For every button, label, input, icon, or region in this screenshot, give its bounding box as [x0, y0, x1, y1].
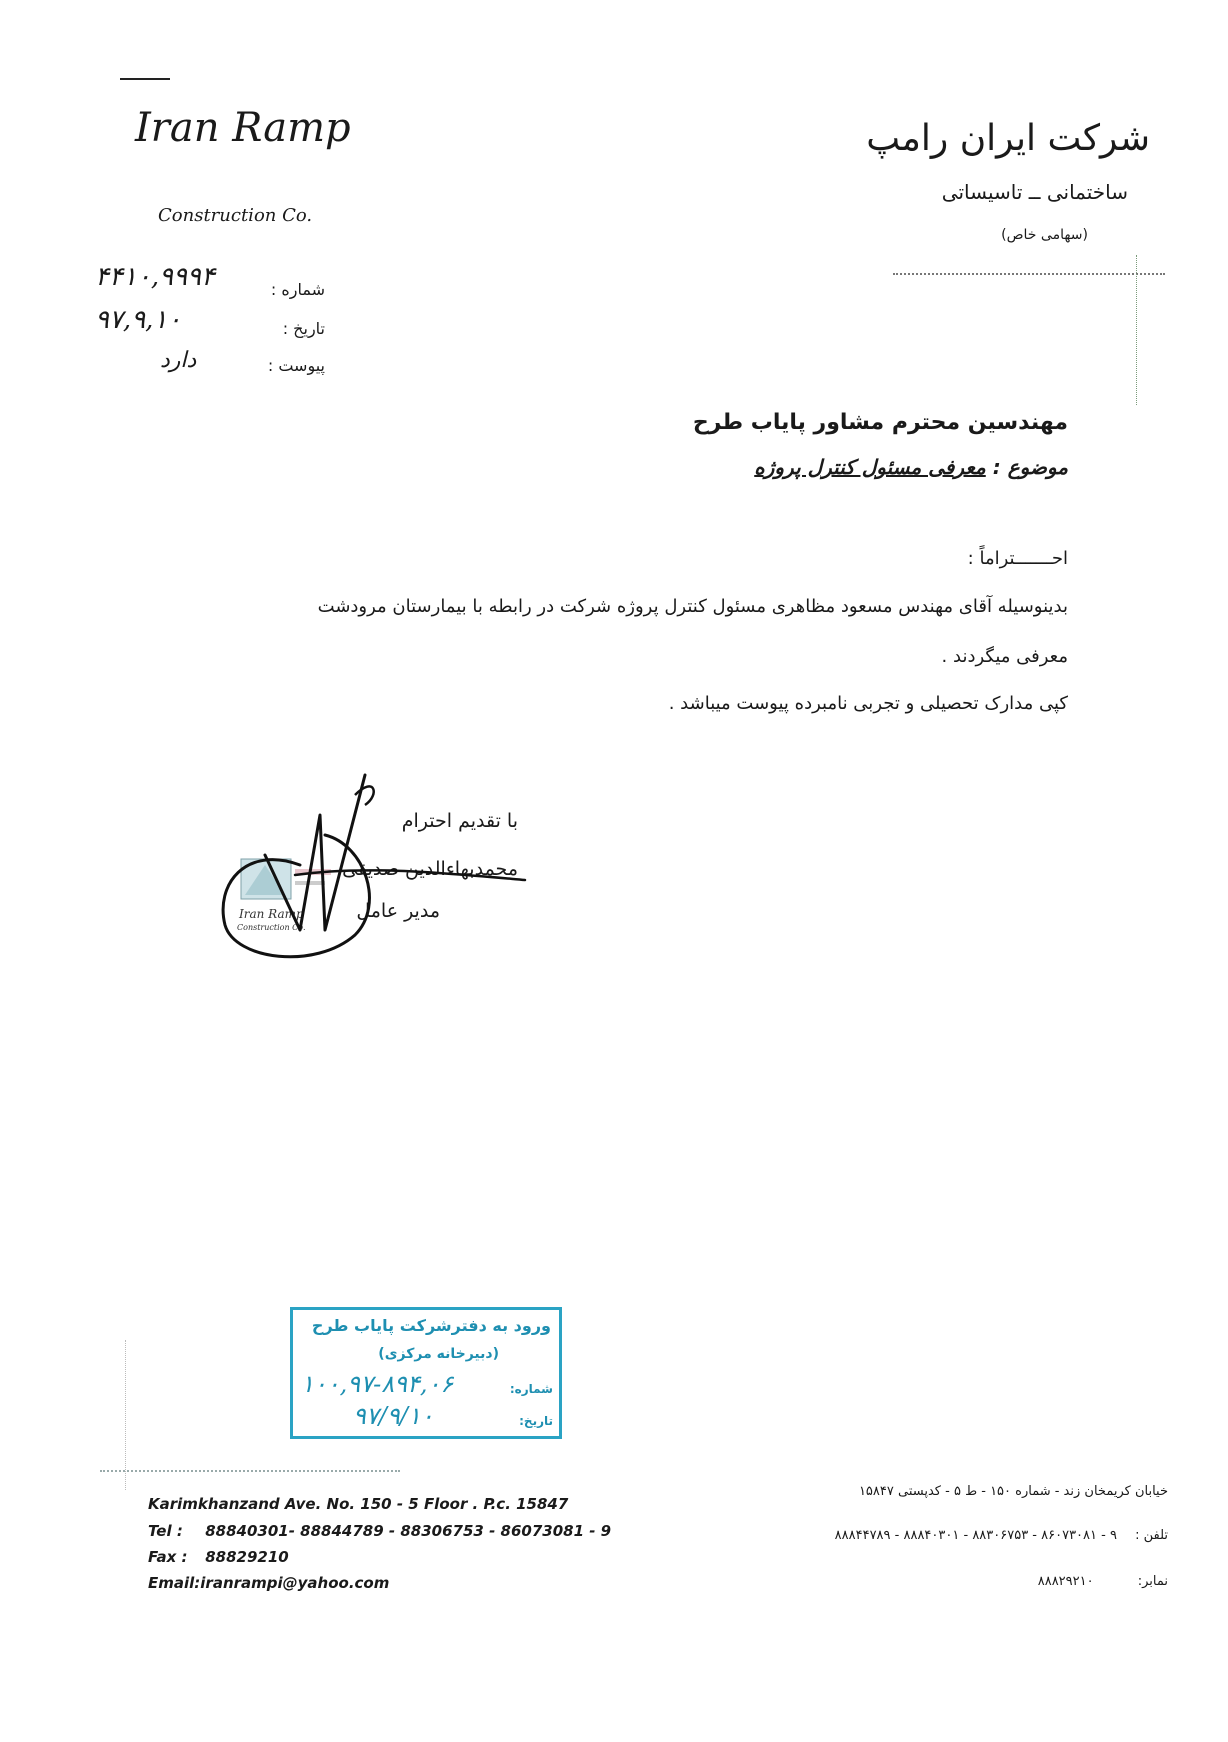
footer-fax-label-fa: نمابر:: [1137, 1574, 1168, 1589]
receipt-stamp: [290, 1307, 562, 1439]
ref-date-label: تاریخ :: [282, 319, 325, 338]
footer-tel-en: [148, 1522, 611, 1540]
ref-attachment-label: پیوست :: [267, 356, 325, 375]
footer-tel-value-fa: ۹ - ۸۶۰۷۳۰۸۱ - ۸۸۳۰۶۷۵۳ - ۸۸۸۴۰۳۰۱ - ۸۸۸۴۴۷۸۹: [834, 1528, 1117, 1543]
ref-date-row: [95, 305, 325, 339]
seal-subtitle: Construction Co.: [237, 923, 306, 932]
receipt-number-value: ۱۰۰,۹۷-۸۹۴,۰۶: [301, 1370, 454, 1398]
recipient-line: مهندسین محترم مشاور پایاب طرح: [692, 410, 1068, 435]
subject-label: موضوع :: [992, 455, 1068, 479]
ref-number-label: شماره :: [270, 280, 325, 299]
seal-name: Iran Ramp: [239, 907, 304, 921]
ref-attachment-row: [95, 348, 325, 382]
attachment-note: کپی مدارک تحصیلی و تجربی نامبرده پیوست میباشد .: [668, 693, 1068, 714]
signer-name: محمدبهاءالدین صدیقی: [342, 858, 518, 880]
subject-value: معرفی مسئول کنترل پروژه: [754, 455, 986, 479]
receipt-date-label: تاریخ:: [519, 1414, 553, 1428]
footer-margin-mark: [125, 1340, 127, 1490]
signer-title: مدیر عامل: [356, 900, 440, 922]
brand-subtitle: Construction Co.: [158, 205, 313, 226]
footer-fax-value-en: 88829210: [205, 1548, 289, 1566]
handwritten-signature: [205, 755, 535, 975]
margin-vertical-rule: [1136, 255, 1138, 405]
receipt-date-value: ۹۷/۹/۱۰: [353, 1402, 434, 1430]
footer-tel-fa: [835, 1528, 1168, 1543]
brand-logo-text: Iran Ramp: [135, 105, 351, 151]
ref-date-value: ۹۷,۹,۱۰: [95, 305, 182, 335]
footer-email-en[interactable]: Email:iranrampi@yahoo.com: [148, 1574, 390, 1592]
footer-fax-label-en: Fax :: [148, 1548, 188, 1566]
company-name: شرکت ایران رامپ: [866, 118, 1150, 159]
body-line-1: بدینوسیله آقای مهندس مسعود مظاهری مسئول کنترل پروژه شرکت در رابطه با بیمارستان مرودشت: [317, 596, 1068, 617]
footer-tel-label-en: Tel :: [148, 1522, 183, 1540]
ref-number-row: [95, 262, 325, 299]
receipt-stamp-title: ورود به دفترشرکت پایاب طرح: [311, 1316, 551, 1335]
brand-underline: [120, 78, 170, 80]
ref-attachment-value: دارد: [160, 348, 197, 373]
footer-fax-value-fa: ۸۸۸۲۹۲۱۰: [1037, 1574, 1094, 1589]
footer-fax-en: [148, 1548, 289, 1566]
footer-fax-fa: [1038, 1574, 1168, 1589]
body-line-2: معرفی میگردند .: [941, 646, 1068, 667]
footer-address-en: Karimkhanzand Ave. No. 150 - 5 Floor . P.c. 15847: [148, 1495, 569, 1513]
ref-number-value: ۴۴۱۰,۹۹۹۴: [95, 262, 215, 292]
footer-address-fa: خیابان کریمخان زند - شماره ۱۵۰ - ط ۵ - کدپستی ۱۵۸۴۷: [858, 1484, 1168, 1499]
footer-divider: [100, 1470, 400, 1473]
receipt-number-label: شماره:: [509, 1382, 553, 1396]
company-share-type: (سهامی خاص): [1001, 227, 1088, 243]
closing-line: با تقدیم احترام: [401, 810, 518, 832]
footer-tel-label-fa: تلفن :: [1135, 1528, 1168, 1543]
subject-line: [754, 455, 1068, 479]
greeting: احـــــــتراماً :: [967, 548, 1068, 569]
receipt-stamp-subtitle: (دبیرخانه مرکزی): [378, 1346, 499, 1362]
company-type: ساختمانی ــ تاسیساتی: [941, 180, 1128, 204]
body-paragraph: [238, 582, 1068, 682]
footer-tel-value-en: 88840301- 88844789 - 88306753 - 86073081 - 9: [205, 1522, 612, 1540]
header-divider: [893, 273, 1165, 277]
